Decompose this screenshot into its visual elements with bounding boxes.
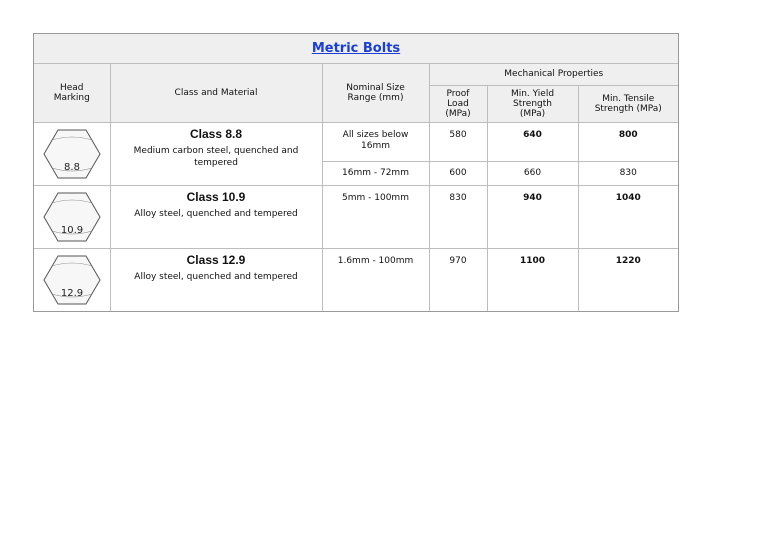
min-tensile-cell: 800 xyxy=(578,122,678,161)
class-material-cell xyxy=(110,248,322,311)
size-range-cell: 16mm - 72mm xyxy=(322,161,429,185)
min-yield-cell: 1100 xyxy=(487,248,578,311)
size-range-cell: 1.6mm - 100mm xyxy=(322,248,429,311)
head-marking-cell xyxy=(34,122,110,185)
table-row xyxy=(34,185,678,248)
metric-bolts-table xyxy=(33,33,679,312)
proof-load-cell: 580 xyxy=(429,122,487,161)
header-min-yield: Min. Yield Strength (MPa) xyxy=(487,85,578,122)
class-material-cell xyxy=(110,122,322,185)
table-row xyxy=(34,122,678,161)
head-marking-cell xyxy=(34,248,110,311)
head-marking-label: 12.9 xyxy=(60,287,83,299)
min-yield-cell: 940 xyxy=(487,185,578,248)
class-name: Class 10.9 xyxy=(186,189,246,204)
min-yield-cell: 640 xyxy=(487,122,578,161)
class-name: Class 8.8 xyxy=(189,126,243,141)
material-description: Alloy steel, quenched and tempered xyxy=(134,271,298,282)
table-title-link[interactable]: Metric Bolts xyxy=(311,41,401,56)
hex-bolt-head-icon xyxy=(42,128,102,180)
hex-bolt-head-icon xyxy=(42,191,102,243)
head-marking-label: 8.8 xyxy=(63,161,80,173)
min-tensile-cell: 1040 xyxy=(578,185,678,248)
material-description: Alloy steel, quenched and tempered xyxy=(134,208,298,219)
head-marking-label: 10.9 xyxy=(60,224,83,236)
size-range-cell: 5mm - 100mm xyxy=(322,185,429,248)
material-description: Medium carbon steel, quenched and tempered xyxy=(133,145,299,168)
header-class-material: Class and Material xyxy=(110,64,322,122)
header-head-marking: Head Marking xyxy=(34,64,110,122)
header-min-tensile: Min. Tensile Strength (MPa) xyxy=(578,85,678,122)
hex-bolt-head-icon xyxy=(42,254,102,306)
bolt-properties-grid xyxy=(34,64,678,311)
title-row xyxy=(34,34,678,64)
proof-load-cell: 830 xyxy=(429,185,487,248)
class-material-cell xyxy=(110,185,322,248)
proof-load-cell: 600 xyxy=(429,161,487,185)
class-name: Class 12.9 xyxy=(186,252,246,267)
header-proof-load: Proof Load (MPa) xyxy=(429,85,487,122)
header-mechanical-properties: Mechanical Properties xyxy=(429,64,678,85)
min-yield-cell: 660 xyxy=(487,161,578,185)
header-nominal-size: Nominal Size Range (mm) xyxy=(322,64,429,122)
head-marking-cell xyxy=(34,185,110,248)
min-tensile-cell: 1220 xyxy=(578,248,678,311)
size-range-cell: All sizes below 16mm xyxy=(322,122,429,161)
table-row xyxy=(34,248,678,311)
min-tensile-cell: 830 xyxy=(578,161,678,185)
proof-load-cell: 970 xyxy=(429,248,487,311)
